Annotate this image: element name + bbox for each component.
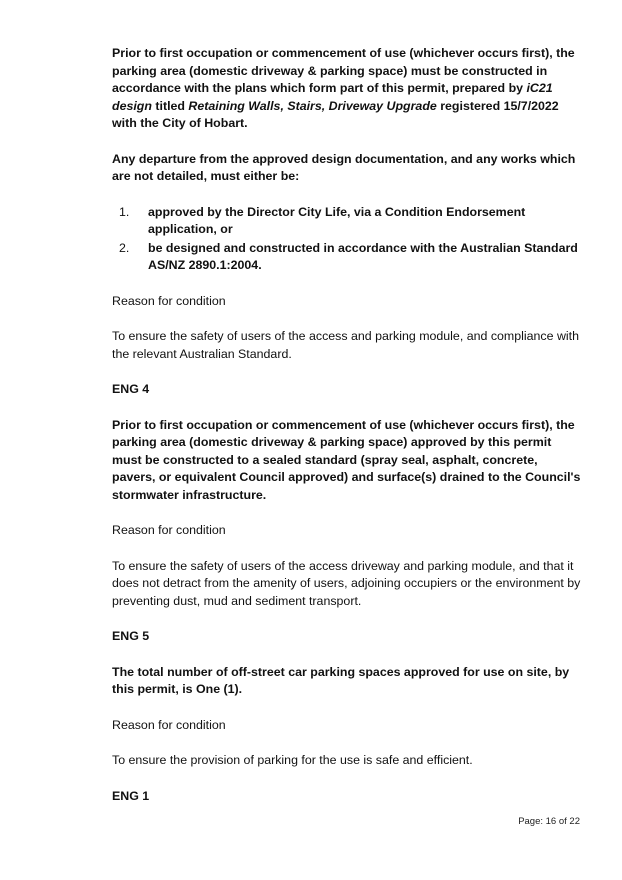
plan-title: Retaining Walls, Stairs, Driveway Upgrade <box>188 98 437 113</box>
section-heading-eng1: ENG 1 <box>112 788 150 803</box>
list-item <box>112 240 582 275</box>
document-page <box>112 45 582 805</box>
list-number: 2. <box>119 240 130 255</box>
eng4-condition: Prior to first occupation or commencement of use (whichever occurs first), the parking area (domestic driveway & parking space) approved by this permit must be constructed to a sealed standard (spray seal, asphalt, concrete, pavers, or equivalent Council approved) and surface(s) drained to the Council's stormwater infrastructure. <box>112 417 581 502</box>
reason-text: To ensure the provision of parking for the use is safe and efficient. <box>112 753 473 767</box>
reason-label: Reason for condition <box>112 293 226 308</box>
departure-paragraph: Any departure from the approved design documentation, and any works which are not detailed, must either be: <box>112 151 576 183</box>
condition-text: registered 15/7/2022 with the City of Hobart. <box>112 98 559 130</box>
designer-name: iC21 design <box>112 81 553 113</box>
page-number: Page: 16 of 22 <box>518 816 580 827</box>
reason-text: To ensure the safety of users of the access driveway and parking module, and that it does not detract from the amenity of users, adjoining occupiers or the environment by preventing dust, mud and sediment transport. <box>112 558 581 608</box>
reason-label: Reason for condition <box>112 523 226 537</box>
list-text: be designed and constructed in accordance with the Australian Standard AS/NZ 2890.1:2004. <box>148 240 578 272</box>
eng5-condition: The total number of off-street car parking spaces approved for use on site, by this permit, is One (1). <box>112 664 570 696</box>
list-number: 1. <box>119 204 130 219</box>
condition-paragraph <box>112 45 582 133</box>
reason-label: Reason for condition <box>112 717 226 732</box>
section-heading-eng4: ENG 4 <box>112 382 150 396</box>
condition-text: Prior to first occupation or commencement of use (whichever occurs first), the parking area (domestic driveway & parking space) must be constructed in accordance with the plans which form part of this permit, prepared by <box>112 46 575 95</box>
reason-text: To ensure the safety of users of the access and parking module, and compliance with the relevant Australian Standard. <box>112 329 579 361</box>
section-heading-eng5: ENG 5 <box>112 629 150 643</box>
list-item <box>112 204 582 239</box>
list-text: approved by the Director City Life, via a Condition Endorsement application, or <box>148 204 526 236</box>
numbered-list <box>112 204 582 275</box>
condition-text: titled <box>151 98 189 113</box>
